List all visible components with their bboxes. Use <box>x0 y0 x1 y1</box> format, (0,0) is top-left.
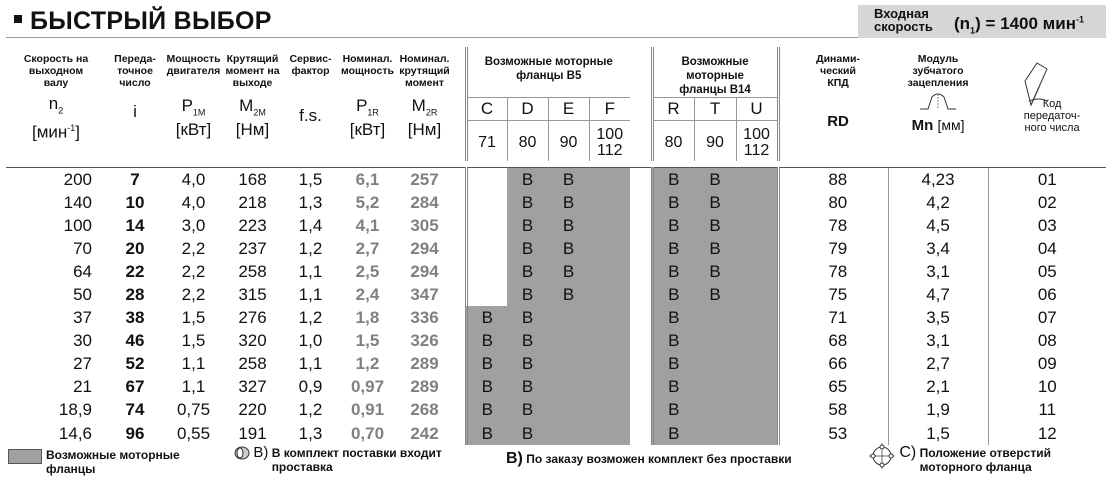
b5-letter: D <box>507 98 548 121</box>
b5-letter: F <box>589 98 630 121</box>
spacer-cell <box>453 191 466 214</box>
cell-code: 05 <box>1037 261 1057 281</box>
cell-flange-b14: B <box>652 329 694 352</box>
cell-efficiency: 80 <box>788 191 888 214</box>
spacer-cell <box>630 398 652 421</box>
cell-efficiency: 68 <box>788 329 888 352</box>
cell-flange-b5 <box>466 191 507 214</box>
col-nom-power-header: Номинал. мощность $P_{1R}$ [кВт] <box>341 53 394 140</box>
cell-n2: 100 <box>63 215 92 235</box>
table-row <box>6 283 1106 306</box>
table-row <box>6 167 1106 191</box>
cell-n2: 64 <box>73 261 92 281</box>
cell-flange-b5 <box>466 214 507 237</box>
cell-n2: 27 <box>73 354 92 374</box>
spacer-cell <box>453 237 466 260</box>
spacer-cell <box>778 329 788 352</box>
cell-flange-b5: B <box>466 352 507 375</box>
spacer-cell <box>778 191 788 214</box>
b14-letter: U <box>736 98 778 121</box>
cell-module: 2,7 <box>888 352 988 375</box>
spacer-cell <box>453 260 466 283</box>
cell-flange-b5 <box>589 398 630 421</box>
cell-power: 2,2 <box>181 238 206 258</box>
spacer-cell <box>453 214 466 237</box>
col-b14-header: Возможные моторные фланцы B14 <box>652 47 778 98</box>
spacer-cell <box>630 260 652 283</box>
cell-nom-power: 1,8 <box>355 308 380 328</box>
cell-nom-torque: 284 <box>410 192 439 212</box>
cell-efficiency: 58 <box>788 398 888 421</box>
cell-flange-b14: B <box>694 191 736 214</box>
cell-torque: 258 <box>238 261 267 281</box>
cell-flange-b5: B <box>548 214 589 237</box>
cell-ratio: 46 <box>125 331 145 351</box>
cell-ratio: 10 <box>125 192 145 212</box>
table-row <box>6 398 1106 421</box>
cell-service-factor: 1,3 <box>298 192 323 212</box>
cell-flange-b5: B <box>507 167 548 191</box>
spacer-cell <box>453 398 466 421</box>
cell-flange-b5 <box>589 260 630 283</box>
cell-service-factor: 1,3 <box>298 423 323 443</box>
b5-letter: C <box>466 98 507 121</box>
cell-flange-b14 <box>736 214 778 237</box>
cell-flange-b5 <box>548 352 589 375</box>
cell-power: 1,1 <box>181 354 206 374</box>
input-speed-box <box>858 5 1106 38</box>
cell-efficiency: 71 <box>788 306 888 329</box>
col-b5-header: Возможные моторные фланцы B5 <box>466 47 630 98</box>
cell-flange-b14: B <box>652 237 694 260</box>
cell-flange-b5 <box>548 375 589 398</box>
spacer-cell <box>453 167 466 191</box>
cell-service-factor: 1,1 <box>298 261 323 281</box>
cell-n2: 140 <box>63 192 92 212</box>
cell-flange-b14: B <box>694 237 736 260</box>
cell-flange-b5 <box>466 283 507 306</box>
cell-flange-b14: B <box>652 398 694 421</box>
spacer-cell <box>630 352 652 375</box>
cell-flange-b5: B <box>466 422 507 445</box>
cell-module: 3,1 <box>888 260 988 283</box>
cell-flange-b14 <box>736 352 778 375</box>
cell-torque: 220 <box>238 400 267 420</box>
title-bar <box>6 5 1106 38</box>
cell-flange-b14: B <box>694 214 736 237</box>
table-row <box>6 329 1106 352</box>
selection-table <box>6 47 1106 445</box>
cell-flange-b14: B <box>694 283 736 306</box>
cell-torque: 315 <box>238 285 267 305</box>
spacer-cell <box>630 306 652 329</box>
spacer-cell <box>630 283 652 306</box>
cell-nom-torque: 347 <box>410 285 439 305</box>
col-ratio-header: Переда- точное число i <box>114 53 156 121</box>
col-torque-header: Крутящий момент на выходе $M_{2M}$ [Нм] <box>225 53 280 140</box>
cell-torque: 223 <box>238 215 267 235</box>
cell-flange-b5: B <box>507 352 548 375</box>
cell-torque: 276 <box>238 308 267 328</box>
cell-flange-b14: B <box>652 352 694 375</box>
cell-flange-b14 <box>736 167 778 191</box>
cell-flange-b5 <box>466 260 507 283</box>
cell-efficiency: 79 <box>788 237 888 260</box>
cell-nom-power: 2,5 <box>355 261 380 281</box>
spacer-cell <box>778 214 788 237</box>
b5-size: 71 <box>466 121 507 161</box>
cell-ratio: 38 <box>125 308 145 328</box>
cell-n2: 18,9 <box>58 400 92 420</box>
cell-flange-b5: B <box>507 214 548 237</box>
cell-flange-b14 <box>736 260 778 283</box>
b5-size: 90 <box>548 121 589 161</box>
cell-flange-b14 <box>694 329 736 352</box>
cell-code: 03 <box>1037 215 1057 235</box>
cell-flange-b14 <box>736 329 778 352</box>
cell-flange-b5: B <box>548 191 589 214</box>
input-speed-value: $(n_1) = 1400$ мин$^{-1}$ <box>954 14 1084 36</box>
cell-module: 4,23 <box>888 167 988 191</box>
cell-flange-b14: B <box>652 375 694 398</box>
cell-efficiency: 65 <box>788 375 888 398</box>
cell-flange-b5 <box>589 191 630 214</box>
cell-nom-torque: 305 <box>410 215 439 235</box>
cell-flange-b14: B <box>652 422 694 445</box>
cell-nom-torque: 289 <box>410 354 439 374</box>
table-row <box>6 214 1106 237</box>
cell-power: 0,75 <box>176 400 211 420</box>
legend-swatch <box>8 449 42 464</box>
cell-nom-power: 0,97 <box>350 377 385 397</box>
cell-flange-b5 <box>589 375 630 398</box>
cell-code: 02 <box>1037 192 1057 212</box>
cell-nom-torque: 257 <box>410 169 439 189</box>
spacer-cell <box>778 375 788 398</box>
cell-module: 4,5 <box>888 214 988 237</box>
spacer-cell <box>630 191 652 214</box>
cell-module: 4,7 <box>888 283 988 306</box>
cell-torque: 327 <box>238 377 267 397</box>
cell-module: 3,4 <box>888 237 988 260</box>
cell-torque: 191 <box>238 423 267 443</box>
cell-code: 12 <box>1037 423 1057 443</box>
spacer-cell <box>630 237 652 260</box>
spacer-cell <box>778 398 788 421</box>
legend-text: Возможные моторные фланцы <box>46 448 180 476</box>
cell-ratio: 96 <box>125 423 145 443</box>
cell-power: 4,0 <box>181 169 206 189</box>
cell-flange-b5 <box>548 329 589 352</box>
cell-nom-torque: 289 <box>410 377 439 397</box>
table-row <box>6 260 1106 283</box>
cell-flange-b5: B <box>548 237 589 260</box>
cell-power: 0,55 <box>176 423 211 443</box>
spacer-cell <box>778 352 788 375</box>
b5-size: 100 112 <box>589 121 630 161</box>
cell-flange-b14 <box>736 306 778 329</box>
cell-flange-b14 <box>736 283 778 306</box>
cell-flange-b14 <box>694 398 736 421</box>
cell-flange-b5 <box>589 237 630 260</box>
cell-nom-power: 0,70 <box>350 423 385 443</box>
cell-n2: 200 <box>63 169 92 189</box>
spacer-cell <box>630 329 652 352</box>
cell-flange-b14: B <box>694 167 736 191</box>
spacer-cell <box>453 283 466 306</box>
cell-power: 3,0 <box>181 215 206 235</box>
cell-efficiency: 78 <box>788 214 888 237</box>
footer-legend <box>6 440 1106 480</box>
cell-nom-torque: 294 <box>410 261 439 281</box>
spacer-cell <box>778 306 788 329</box>
cell-flange-b5 <box>589 283 630 306</box>
cell-flange-b14: B <box>652 167 694 191</box>
cell-nom-power: 2,7 <box>355 238 380 258</box>
cell-flange-b5 <box>548 306 589 329</box>
table-row <box>6 237 1106 260</box>
cell-flange-b5: B <box>466 329 507 352</box>
cell-flange-b5: B <box>507 283 548 306</box>
cell-flange-b5 <box>466 167 507 191</box>
spacer-cell <box>778 237 788 260</box>
cell-flange-b5: B <box>507 306 548 329</box>
spacer-cell <box>778 260 788 283</box>
cell-ratio: 14 <box>125 215 145 235</box>
spacer-cell <box>453 352 466 375</box>
cell-service-factor: 1,5 <box>298 169 323 189</box>
cell-flange-b14 <box>694 306 736 329</box>
spacer-icon <box>234 446 250 460</box>
cell-code: 11 <box>1038 400 1057 420</box>
cell-code: 07 <box>1037 308 1057 328</box>
position-note: C) Положение отверстий моторного фланца <box>868 446 1051 474</box>
cell-ratio: 67 <box>125 377 145 397</box>
col-speed-header: Скорость на выходном валу $n_2$ [мин$^{-1}$] <box>23 53 89 143</box>
cell-n2: 30 <box>73 331 92 351</box>
cell-power: 1,5 <box>181 308 206 328</box>
cell-nom-torque: 326 <box>410 331 439 351</box>
cell-efficiency: 66 <box>788 352 888 375</box>
cell-flange-b5: B <box>548 167 589 191</box>
table-row <box>6 191 1106 214</box>
order-note: B) По заказу возможен комплект без проставки <box>506 450 792 467</box>
cell-code: 01 <box>1037 169 1057 189</box>
cell-service-factor: 1,0 <box>298 331 323 351</box>
cell-module: 1,5 <box>888 422 988 445</box>
cell-power: 2,2 <box>181 285 206 305</box>
cell-service-factor: 0,9 <box>298 377 323 397</box>
col-service-header: Сервис- фактор f.s. <box>289 53 332 125</box>
cell-ratio: 7 <box>130 169 140 189</box>
cell-n2: 37 <box>73 308 92 328</box>
cell-flange-b5 <box>589 329 630 352</box>
spacer-cell <box>630 375 652 398</box>
cell-flange-b5: B <box>466 398 507 421</box>
cell-flange-b5 <box>589 306 630 329</box>
input-speed-label: Входная скорость <box>874 6 933 34</box>
col-power-header: Мощность двигателя $P_{1M}$ [кВт] <box>166 53 221 140</box>
cell-efficiency: 78 <box>788 260 888 283</box>
b5-size: 80 <box>507 121 548 161</box>
cell-n2: 50 <box>73 285 92 305</box>
cell-nom-power: 1,5 <box>355 331 380 351</box>
cell-efficiency: 53 <box>788 422 888 445</box>
cell-torque: 237 <box>238 238 267 258</box>
cell-flange-b14 <box>694 352 736 375</box>
cell-n2: 21 <box>73 377 92 397</box>
cell-flange-b14: B <box>652 260 694 283</box>
table-row <box>6 375 1106 398</box>
cell-flange-b5: B <box>466 375 507 398</box>
cell-torque: 218 <box>238 192 267 212</box>
cell-nom-torque: 242 <box>410 423 439 443</box>
cell-module: 2,1 <box>888 375 988 398</box>
cell-n2: 70 <box>73 238 92 258</box>
page-title-text: БЫСТРЫЙ ВЫБОР <box>30 7 272 35</box>
cell-flange-b14 <box>736 375 778 398</box>
flange-holes-icon <box>868 442 896 470</box>
cell-nom-torque: 268 <box>410 400 439 420</box>
cell-module: 3,5 <box>888 306 988 329</box>
cell-torque: 320 <box>238 331 267 351</box>
cell-service-factor: 1,1 <box>298 354 323 374</box>
cell-flange-b5: B <box>507 422 548 445</box>
cell-flange-b5 <box>589 214 630 237</box>
cell-code: 10 <box>1037 377 1057 397</box>
spacer-cell <box>453 329 466 352</box>
cell-nom-torque: 294 <box>410 238 439 258</box>
cell-code: 06 <box>1037 285 1057 305</box>
col-nom-torque-header: Номинал. крутящий момент $M_{2R}$ [Нм] <box>399 53 450 140</box>
cell-nom-torque: 336 <box>410 308 439 328</box>
cell-flange-b14: B <box>652 191 694 214</box>
table-row <box>6 352 1106 375</box>
col-module-header: Модуль зубчатого зацепления Mn [мм] <box>907 53 969 134</box>
cell-ratio: 52 <box>125 354 145 374</box>
cell-flange-b14: B <box>652 214 694 237</box>
cell-ratio: 20 <box>125 238 145 258</box>
cell-flange-b5: B <box>507 398 548 421</box>
cell-flange-b14: B <box>652 306 694 329</box>
cell-nom-power: 6,1 <box>355 169 380 189</box>
b14-letter: R <box>652 98 694 121</box>
spacer-cell <box>453 306 466 329</box>
cell-ratio: 74 <box>125 400 145 420</box>
cell-flange-b5: B <box>548 260 589 283</box>
cell-n2: 14,6 <box>58 423 92 443</box>
cell-ratio: 28 <box>125 285 145 305</box>
cell-flange-b14: B <box>694 260 736 283</box>
cell-efficiency: 88 <box>788 167 888 191</box>
cell-code: 04 <box>1037 238 1057 258</box>
gear-tooth-icon <box>918 91 958 111</box>
b5-letter: E <box>548 98 589 121</box>
cell-torque: 168 <box>238 169 267 189</box>
cell-service-factor: 1,2 <box>298 400 323 420</box>
cell-torque: 258 <box>238 354 267 374</box>
b14-size: 100 112 <box>736 121 778 161</box>
cell-flange-b5: B <box>507 237 548 260</box>
cell-service-factor: 1,2 <box>298 238 323 258</box>
cell-nom-power: 2,4 <box>355 285 380 305</box>
cell-flange-b5: B <box>507 191 548 214</box>
cell-code: 09 <box>1037 354 1057 374</box>
spacer-cell <box>453 375 466 398</box>
cell-flange-b5: B <box>466 306 507 329</box>
cell-flange-b5: B <box>507 375 548 398</box>
cell-flange-b5 <box>466 237 507 260</box>
cell-code: 08 <box>1037 331 1057 351</box>
cell-service-factor: 1,2 <box>298 308 323 328</box>
cell-power: 4,0 <box>181 192 206 212</box>
col-eff-header: Динами- ческий КПД RD <box>816 53 860 130</box>
kit-note: B) В комплект поставки входит проставка <box>234 446 442 474</box>
b14-letter: T <box>694 98 736 121</box>
cell-power: 2,2 <box>181 261 206 281</box>
cell-nom-power: 0,91 <box>350 400 385 420</box>
table-row <box>6 306 1106 329</box>
cell-power: 1,5 <box>181 331 206 351</box>
cell-flange-b5: B <box>507 329 548 352</box>
cell-power: 1,1 <box>181 377 206 397</box>
spacer-cell <box>778 167 788 191</box>
cell-service-factor: 1,4 <box>298 215 323 235</box>
cell-flange-b14 <box>694 375 736 398</box>
cell-nom-power: 1,2 <box>355 354 380 374</box>
cell-flange-b14: B <box>652 283 694 306</box>
b14-size: 80 <box>652 121 694 161</box>
cell-flange-b5 <box>589 352 630 375</box>
spacer-cell <box>778 283 788 306</box>
table-body <box>6 167 1106 445</box>
cell-flange-b5: B <box>507 260 548 283</box>
cell-nom-power: 5,2 <box>355 192 380 212</box>
spacer-cell <box>630 167 652 191</box>
cell-flange-b14 <box>736 191 778 214</box>
cell-module: 3,1 <box>888 329 988 352</box>
cell-flange-b5 <box>548 398 589 421</box>
col-code-header: Код передаточ- ного числа <box>988 47 1106 161</box>
spacer-cell <box>630 214 652 237</box>
cell-flange-b5: B <box>548 283 589 306</box>
cell-flange-b14 <box>736 237 778 260</box>
cell-module: 1,9 <box>888 398 988 421</box>
cell-module: 4,2 <box>888 191 988 214</box>
cell-flange-b5 <box>589 167 630 191</box>
b14-size: 90 <box>694 121 736 161</box>
page-title <box>14 7 272 36</box>
cell-flange-b14 <box>736 398 778 421</box>
cell-nom-power: 4,1 <box>355 215 380 235</box>
cell-ratio: 22 <box>125 261 145 281</box>
bullet-square-icon <box>14 15 22 23</box>
cell-service-factor: 1,1 <box>298 285 323 305</box>
cell-efficiency: 75 <box>788 283 888 306</box>
